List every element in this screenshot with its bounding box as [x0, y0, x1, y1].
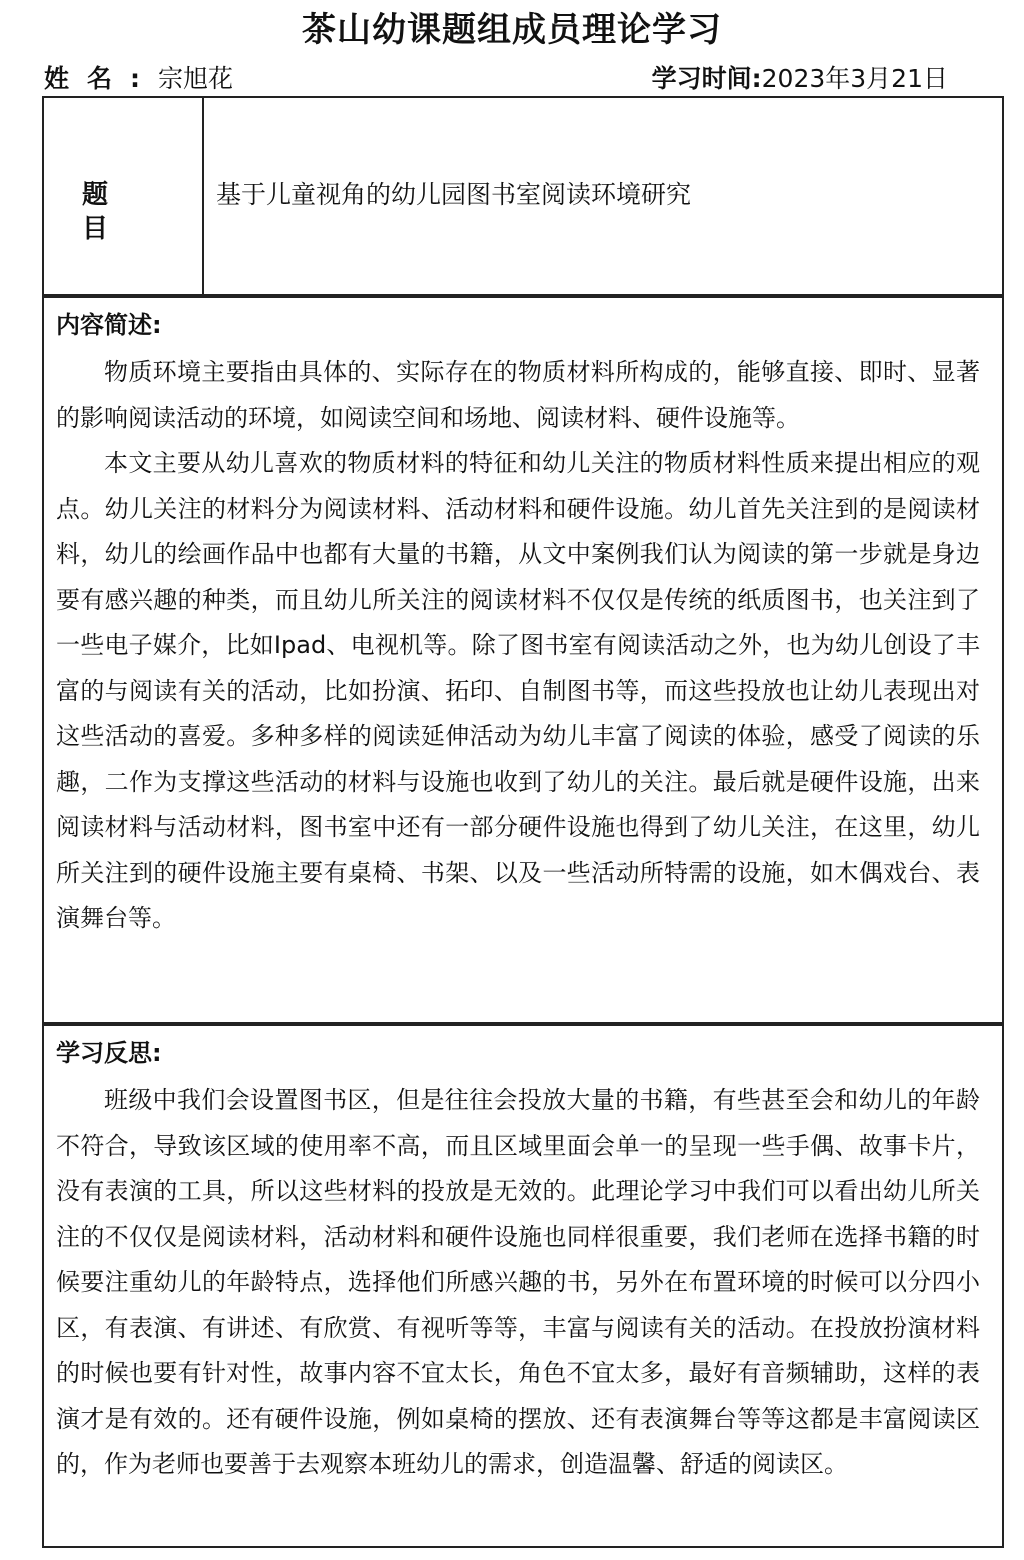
topic-value: 基于儿童视角的幼儿园图书室阅读环境研究: [216, 180, 692, 209]
topic-row: [42, 96, 1004, 296]
topic-label: 题目: [82, 180, 145, 244]
summary-section: [42, 296, 1004, 1024]
page-title: 茶山幼课题组成员理论学习: [302, 10, 722, 50]
name-field: [44, 62, 233, 96]
reflection-paragraph: 班级中我们会设置图书区，但是往往会投放大量的书籍，有些甚至会和幼儿的年龄不符合，导致该区域的使用率不高，而且区域里面会单一的呈现一些手偶、故事卡片，没有表演的工具，所以这些材料的投放是无效的。此理论学习中我们可以看出幼儿所关注的不仅仅是阅读材料，活动材料和硬件设施也同样很重要，我们老师在选择书籍的时候要注重幼儿的年龄特点，选择他们所感兴趣的书，另外在布置环境的时候可以分四小区，有表演、有讲述、有欣赏、有视听等等，丰富与阅读有关的活动。在投放扮演材料的时候也要有针对性，故事内容不宜太长，角色不宜太多，最好有音频辅助，这样的表演才是有效的。还有硬件设施，例如桌椅的摆放、还有表演舞台等等这都是丰富阅读区的，作为老师也要善于去观察本班幼儿的需求，创造温馨、舒适的阅读区。: [56, 1086, 980, 1478]
meta-row: [44, 62, 1004, 96]
summary-text: [56, 350, 980, 942]
summary-paragraph: 物质环境主要指由具体的、实际存在的物质材料所构成的，能够直接、即时、显著的影响阅读活动的环境，如阅读空间和场地、阅读材料、硬件设施等。: [56, 358, 980, 432]
name-label: 姓名:: [44, 64, 158, 93]
name-value: 宗旭花: [158, 64, 234, 93]
topic-label-cell: [44, 98, 204, 294]
date-field: [652, 62, 948, 96]
reflection-heading: 学习反思:: [56, 1039, 162, 1067]
summary-heading: 内容简述:: [56, 311, 162, 339]
summary-paragraph: 本文主要从幼儿喜欢的物质材料的特征和幼儿关注的物质材料性质来提出相应的观点。幼儿关注的材料分为阅读材料、活动材料和硬件设施。幼儿首先关注到的是阅读材料，幼儿的绘画作品中也都有大量的书籍，从文中案例我们认为阅读的第一步就是身边要有感兴趣的种类，而且幼儿所关注的阅读材料不仅仅是传统的纸质图书，也关注到了一些电子媒介，比如Ipad、电视机等。除了图书室有阅读活动之外，也为幼儿创设了丰富的与阅读有关的活动，比如扮演、拓印、自制图书等，而这些投放也让幼儿表现出对这些活动的喜爱。多种多样的阅读延伸活动为幼儿丰富了阅读的体验，感受了阅读的乐趣，二作为支撑这些活动的材料与设施也收到了幼儿的关注。最后就是硬件设施，出来阅读材料与活动材料，图书室中还有一部分硬件设施也得到了幼儿关注，在这里，幼儿所关注到的硬件设施主要有桌椅、书架、以及一些活动所特需的设施，如木偶戏台、表演舞台等。: [56, 449, 980, 932]
reflection-section: [42, 1024, 1004, 1548]
reflection-text: [56, 1078, 980, 1488]
date-label: 学习时间:: [651, 64, 762, 93]
date-value: 2023年3月21日: [761, 64, 948, 93]
